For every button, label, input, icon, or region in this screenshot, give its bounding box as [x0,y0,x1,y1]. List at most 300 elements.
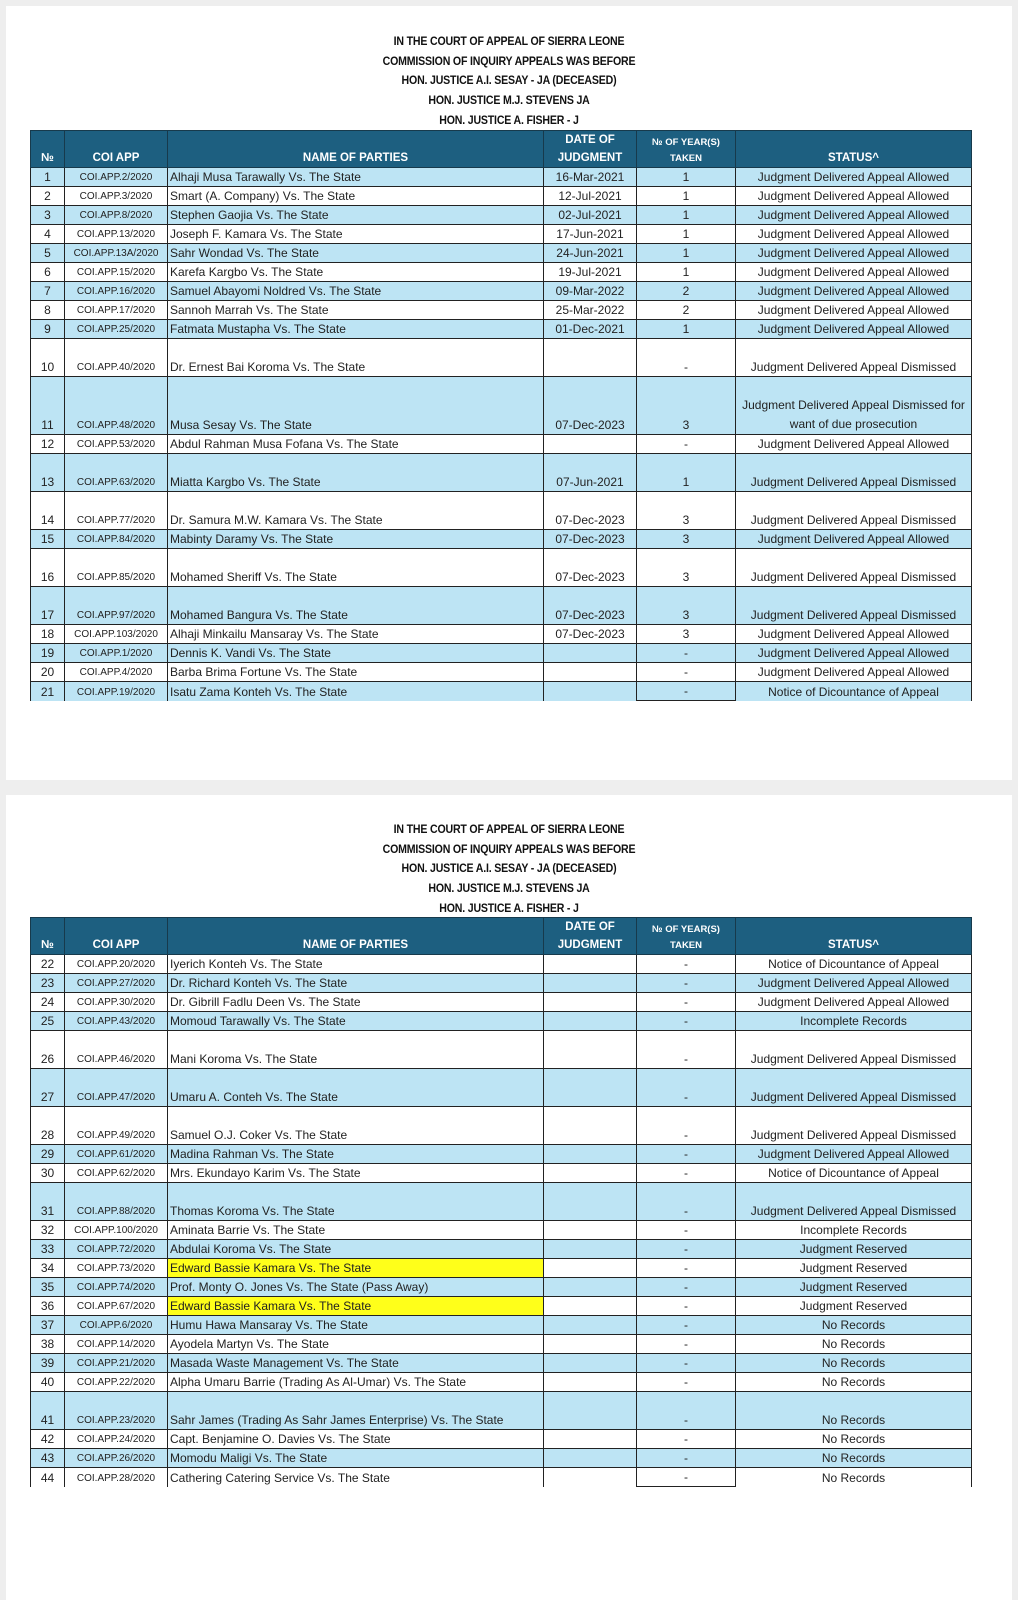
coi-app-number: COI.APP.61/2020 [65,1145,168,1164]
column-header-status: STATUS^ [736,131,972,168]
judgment-date [544,1240,637,1259]
years-taken: - [637,1373,736,1392]
page-1 [6,6,1012,780]
years-taken: - [637,1069,736,1107]
judgment-date [544,644,637,663]
judgment-date: 07-Dec-2023 [544,587,637,625]
column-header-name: NAME OF PARTIES [168,918,544,955]
coi-app-number: COI.APP.3/2020 [65,187,168,206]
party-name: Abdulai Koroma Vs. The State [168,1240,544,1259]
years-taken: - [637,682,736,701]
party-name: Masada Waste Management Vs. The State [168,1354,544,1373]
party-name: Ayodela Martyn Vs. The State [168,1335,544,1354]
judgment-date [544,1107,637,1145]
coi-app-number: COI.APP.6/2020 [65,1316,168,1335]
case-status: Judgment Delivered Appeal Dismissed [736,492,972,530]
row-number: 13 [31,454,65,492]
party-name: Miatta Kargbo Vs. The State [168,454,544,492]
row-number: 6 [31,263,65,282]
years-taken: - [637,339,736,377]
table-row [31,301,972,320]
case-status: Judgment Delivered Appeal Dismissed for want of due prosecution [736,377,972,435]
judgment-date [544,1069,637,1107]
coi-app-number: COI.APP.43/2020 [65,1012,168,1031]
case-status: Judgment Delivered Appeal Allowed [736,1145,972,1164]
judgment-date: 16-Mar-2021 [544,168,637,187]
table-header-row [31,131,972,168]
party-name: Iyerich Konteh Vs. The State [168,955,544,974]
column-header-years [637,918,736,955]
party-name: Capt. Benjamine O. Davies Vs. The State [168,1430,544,1449]
party-name: Madina Rahman Vs. The State [168,1145,544,1164]
coi-app-number: COI.APP.21/2020 [65,1354,168,1373]
case-status: Judgment Delivered Appeal Allowed [736,625,972,644]
years-taken: - [637,1031,736,1069]
coi-app-number: COI.APP.2/2020 [65,168,168,187]
row-number: 35 [31,1278,65,1297]
table-row [31,1297,972,1316]
judgment-date: 25-Mar-2022 [544,301,637,320]
years-taken: - [637,644,736,663]
coi-app-number: COI.APP.19/2020 [65,682,168,701]
case-status: Judgment Delivered Appeal Allowed [736,282,972,301]
party-name: Aminata Barrie Vs. The State [168,1221,544,1240]
case-status: Judgment Delivered Appeal Dismissed [736,1107,972,1145]
party-name: Prof. Monty O. Jones Vs. The State (Pass Away) [168,1278,544,1297]
coi-app-number: COI.APP.1/2020 [65,644,168,663]
title-line: HON. JUSTICE A. FISHER - J [439,902,579,915]
coi-app-number: COI.APP.67/2020 [65,1297,168,1316]
case-status: Judgment Delivered Appeal Allowed [736,206,972,225]
judgment-date [544,1183,637,1221]
judgment-date: 01-Dec-2021 [544,320,637,339]
table-row [31,1278,972,1297]
party-name: Sahr Wondad Vs. The State [168,244,544,263]
header-text: DATE OF [565,134,615,146]
years-taken: 3 [637,530,736,549]
years-taken: 1 [637,168,736,187]
table-row [31,492,972,530]
judgment-date [544,663,637,682]
coi-app-number: COI.APP.13A/2020 [65,244,168,263]
table-row [31,1145,972,1164]
case-status: Notice of Dicountance of Appeal [736,682,972,701]
judgment-date [544,1221,637,1240]
coi-app-number: COI.APP.14/2020 [65,1335,168,1354]
case-status: Incomplete Records [736,1012,972,1031]
judgment-date [544,1259,637,1278]
case-status: Judgment Delivered Appeal Dismissed [736,454,972,492]
coi-app-number: COI.APP.25/2020 [65,320,168,339]
case-status: Judgment Reserved [736,1259,972,1278]
table-row [31,1069,972,1107]
coi-app-number: COI.APP.13/2020 [65,225,168,244]
party-name: Karefa Kargbo Vs. The State [168,263,544,282]
title-line: HON. JUSTICE M.J. STEVENS JA [428,883,590,896]
row-number: 28 [31,1107,65,1145]
judgment-date [544,993,637,1012]
case-status: Judgment Delivered Appeal Dismissed [736,1069,972,1107]
years-taken: - [637,1316,736,1335]
coi-app-number: COI.APP.73/2020 [65,1259,168,1278]
table-row [31,282,972,301]
coi-app-number: COI.APP.27/2020 [65,974,168,993]
party-name: Sahr James (Trading As Sahr James Enterprise) Vs. The State [168,1392,544,1430]
coi-app-number: COI.APP.26/2020 [65,1449,168,1468]
row-number: 15 [31,530,65,549]
header-text: DATE OF [565,921,615,933]
coi-app-number: COI.APP.85/2020 [65,549,168,587]
coi-app-number: COI.APP.23/2020 [65,1392,168,1430]
coi-app-number: COI.APP.62/2020 [65,1164,168,1183]
years-taken: - [637,1430,736,1449]
table-row [31,1164,972,1183]
coi-app-number: COI.APP.24/2020 [65,1430,168,1449]
case-status: No Records [736,1335,972,1354]
column-header-no: № [31,918,65,955]
row-number: 41 [31,1392,65,1430]
case-status: Judgment Delivered Appeal Dismissed [736,587,972,625]
judgment-date [544,1373,637,1392]
party-name: Mohamed Bangura Vs. The State [168,587,544,625]
table-row [31,993,972,1012]
row-number: 30 [31,1164,65,1183]
case-status: Judgment Delivered Appeal Allowed [736,263,972,282]
years-taken: - [637,1183,736,1221]
header-text: JUDGMENT [557,939,623,951]
years-taken: 1 [637,320,736,339]
years-taken: - [637,993,736,1012]
case-status: No Records [736,1316,972,1335]
column-header-coi-app: COI APP [65,131,168,168]
row-number: 14 [31,492,65,530]
case-status: Judgment Reserved [736,1297,972,1316]
case-status: Judgment Delivered Appeal Allowed [736,320,972,339]
column-header-years [637,131,736,168]
row-number: 12 [31,435,65,454]
years-taken: - [637,435,736,454]
table-row [31,1373,972,1392]
table-row [31,625,972,644]
party-name: Isatu Zama Konteh Vs. The State [168,682,544,701]
column-header-date [544,131,637,168]
row-number: 25 [31,1012,65,1031]
document-title-block [6,33,1012,131]
row-number: 31 [31,1183,65,1221]
years-taken: 1 [637,454,736,492]
table-row [31,263,972,282]
judgment-date: 02-Jul-2021 [544,206,637,225]
row-number: 33 [31,1240,65,1259]
judgment-date: 12-Jul-2021 [544,187,637,206]
judgment-date: 17-Jun-2021 [544,225,637,244]
header-text: № OF YEAR(S) [652,137,720,148]
table-row [31,549,972,587]
table-row [31,644,972,663]
table-row [31,1221,972,1240]
judgment-date [544,955,637,974]
case-status: Judgment Delivered Appeal Allowed [736,225,972,244]
party-name: Musa Sesay Vs. The State [168,377,544,435]
party-name: Sannoh Marrah Vs. The State [168,301,544,320]
row-number: 42 [31,1430,65,1449]
case-status: Judgment Delivered Appeal Allowed [736,974,972,993]
party-name: Samuel Abayomi Noldred Vs. The State [168,282,544,301]
party-name: Cathering Catering Service Vs. The State [168,1468,544,1487]
row-number: 23 [31,974,65,993]
judgment-date: 09-Mar-2022 [544,282,637,301]
row-number: 5 [31,244,65,263]
header-text: JUDGMENT [557,152,623,164]
table-row [31,1259,972,1278]
row-number: 29 [31,1145,65,1164]
judgment-date [544,1354,637,1373]
judgment-date: 07-Dec-2023 [544,492,637,530]
years-taken: - [637,1468,736,1487]
party-name: Stephen Gaojia Vs. The State [168,206,544,225]
row-number: 22 [31,955,65,974]
table-row [31,1031,972,1069]
years-taken: 3 [637,549,736,587]
party-name: Smart (A. Company) Vs. The State [168,187,544,206]
column-header-date [544,918,637,955]
row-number: 39 [31,1354,65,1373]
column-header-coi-app: COI APP [65,918,168,955]
judgment-date [544,682,637,701]
judgment-date [544,1430,637,1449]
party-name: Alhaji Minkailu Mansaray Vs. The State [168,625,544,644]
coi-app-number: COI.APP.48/2020 [65,377,168,435]
years-taken: - [637,974,736,993]
years-taken: 1 [637,263,736,282]
row-number: 34 [31,1259,65,1278]
party-name: Samuel O.J. Coker Vs. The State [168,1107,544,1145]
years-taken: - [637,1278,736,1297]
table-row [31,682,972,701]
row-number: 11 [31,377,65,435]
table-header-row [31,918,972,955]
party-name: Momoud Tarawally Vs. The State [168,1012,544,1031]
row-number: 36 [31,1297,65,1316]
case-status: Judgment Delivered Appeal Allowed [736,530,972,549]
column-header-name: NAME OF PARTIES [168,131,544,168]
row-number: 26 [31,1031,65,1069]
coi-app-number: COI.APP.4/2020 [65,663,168,682]
party-name: Thomas Koroma Vs. The State [168,1183,544,1221]
appeals-table [30,917,972,1487]
case-status: Judgment Delivered Appeal Allowed [736,993,972,1012]
case-status: Judgment Delivered Appeal Allowed [736,435,972,454]
judgment-date: 07-Jun-2021 [544,454,637,492]
judgment-date [544,1335,637,1354]
years-taken: 2 [637,282,736,301]
years-taken: 2 [637,301,736,320]
years-taken: - [637,1240,736,1259]
title-line: IN THE COURT OF APPEAL OF SIERRA LEONE [393,824,625,836]
party-name: Humu Hawa Mansaray Vs. The State [168,1316,544,1335]
years-taken: 1 [637,187,736,206]
years-taken: - [637,1259,736,1278]
party-name: Dr. Samura M.W. Kamara Vs. The State [168,492,544,530]
years-taken: 1 [637,206,736,225]
party-name: Edward Bassie Kamara Vs. The State [168,1259,544,1278]
table-row [31,225,972,244]
table-row [31,168,972,187]
party-name: Mani Koroma Vs. The State [168,1031,544,1069]
judgment-date [544,1468,637,1487]
years-taken: 1 [637,225,736,244]
header-text: TAKEN [669,153,703,164]
coi-app-number: COI.APP.8/2020 [65,206,168,225]
case-status: Judgment Delivered Appeal Dismissed [736,1031,972,1069]
years-taken: 3 [637,587,736,625]
table-row [31,1183,972,1221]
coi-app-number: COI.APP.46/2020 [65,1031,168,1069]
party-name: Joseph F. Kamara Vs. The State [168,225,544,244]
table-row [31,206,972,225]
years-taken: - [637,955,736,974]
coi-app-number: COI.APP.88/2020 [65,1183,168,1221]
case-status: Notice of Dicountance of Appeal [736,1164,972,1183]
party-name: Fatmata Mustapha Vs. The State [168,320,544,339]
header-text: TAKEN [669,940,703,951]
table-row [31,1316,972,1335]
coi-app-number: COI.APP.84/2020 [65,530,168,549]
row-number: 18 [31,625,65,644]
case-status: Judgment Delivered Appeal Dismissed [736,339,972,377]
case-status: Judgment Delivered Appeal Allowed [736,244,972,263]
table-row [31,1240,972,1259]
years-taken: - [637,1145,736,1164]
years-taken: - [637,663,736,682]
party-name: Dr. Richard Konteh Vs. The State [168,974,544,993]
table-row [31,587,972,625]
party-name: Dr. Ernest Bai Koroma Vs. The State [168,339,544,377]
judgment-date [544,435,637,454]
table-row [31,454,972,492]
table-row [31,339,972,377]
judgment-date [544,1164,637,1183]
row-number: 32 [31,1221,65,1240]
judgment-date: 07-Dec-2023 [544,530,637,549]
judgment-date [544,1145,637,1164]
table-row [31,955,972,974]
row-number: 16 [31,549,65,587]
header-text: № OF YEAR(S) [652,924,720,935]
title-line: COMMISSION OF INQUIRY APPEALS WAS BEFORE [382,843,636,856]
table-row [31,1354,972,1373]
judgment-date: 19-Jul-2021 [544,263,637,282]
title-line: COMMISSION OF INQUIRY APPEALS WAS BEFORE [382,55,636,68]
row-number: 19 [31,644,65,663]
years-taken: 3 [637,492,736,530]
table-row [31,1335,972,1354]
coi-app-number: COI.APP.97/2020 [65,587,168,625]
row-number: 27 [31,1069,65,1107]
party-name: Mabinty Daramy Vs. The State [168,530,544,549]
appeals-table [30,130,972,701]
column-header-no: № [31,131,65,168]
judgment-date: 07-Dec-2023 [544,549,637,587]
table-row [31,244,972,263]
row-number: 4 [31,225,65,244]
table-row [31,530,972,549]
row-number: 38 [31,1335,65,1354]
row-number: 40 [31,1373,65,1392]
table-row [31,1468,972,1487]
coi-app-number: COI.APP.16/2020 [65,282,168,301]
case-status: No Records [736,1449,972,1468]
row-number: 1 [31,168,65,187]
coi-app-number: COI.APP.28/2020 [65,1468,168,1487]
party-name: Momodu Maligi Vs. The State [168,1449,544,1468]
years-taken: - [637,1297,736,1316]
row-number: 10 [31,339,65,377]
document-title-block [6,821,1012,919]
judgment-date [544,1449,637,1468]
row-number: 44 [31,1468,65,1487]
coi-app-number: COI.APP.72/2020 [65,1240,168,1259]
column-header-status: STATUS^ [736,918,972,955]
coi-app-number: COI.APP.100/2020 [65,1221,168,1240]
coi-app-number: COI.APP.47/2020 [65,1069,168,1107]
case-status: No Records [736,1430,972,1449]
party-name: Barba Brima Fortune Vs. The State [168,663,544,682]
years-taken: 3 [637,377,736,435]
page-2 [6,795,1012,1600]
title-line: HON. JUSTICE A.I. SESAY - JA (DECEASED) [401,75,617,88]
table-row [31,320,972,339]
party-name: Alpha Umaru Barrie (Trading As Al-Umar) Vs. The State [168,1373,544,1392]
party-name: Mrs. Ekundayo Karim Vs. The State [168,1164,544,1183]
coi-app-number: COI.APP.49/2020 [65,1107,168,1145]
row-number: 24 [31,993,65,1012]
case-status: Incomplete Records [736,1221,972,1240]
table-row [31,1392,972,1430]
years-taken: - [637,1107,736,1145]
coi-app-number: COI.APP.63/2020 [65,454,168,492]
case-status: Judgment Delivered Appeal Allowed [736,644,972,663]
party-name: Umaru A. Conteh Vs. The State [168,1069,544,1107]
coi-app-number: COI.APP.74/2020 [65,1278,168,1297]
case-status: Judgment Reserved [736,1240,972,1259]
case-status: No Records [736,1373,972,1392]
case-status: Judgment Delivered Appeal Dismissed [736,549,972,587]
judgment-date [544,1012,637,1031]
table-row [31,1449,972,1468]
coi-app-number: COI.APP.103/2020 [65,625,168,644]
judgment-date [544,1316,637,1335]
table-row [31,974,972,993]
case-status: No Records [736,1392,972,1430]
party-name: Dr. Gibrill Fadlu Deen Vs. The State [168,993,544,1012]
row-number: 21 [31,682,65,701]
years-taken: - [637,1221,736,1240]
table-row [31,663,972,682]
row-number: 3 [31,206,65,225]
coi-app-number: COI.APP.15/2020 [65,263,168,282]
case-status: No Records [736,1468,972,1487]
party-name: Edward Bassie Kamara Vs. The State [168,1297,544,1316]
party-name: Alhaji Musa Tarawally Vs. The State [168,168,544,187]
row-number: 7 [31,282,65,301]
row-number: 9 [31,320,65,339]
row-number: 2 [31,187,65,206]
coi-app-number: COI.APP.53/2020 [65,435,168,454]
years-taken: - [637,1449,736,1468]
case-status: Judgment Delivered Appeal Allowed [736,663,972,682]
table-row [31,1430,972,1449]
